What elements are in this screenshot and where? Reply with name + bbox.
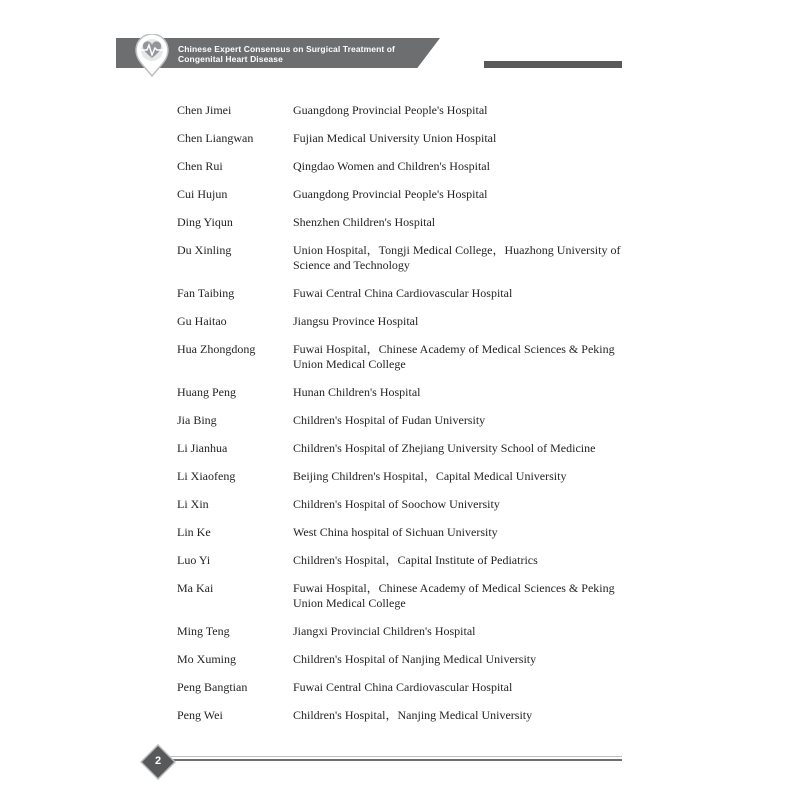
member-name: Mo Xuming [177, 652, 237, 666]
member-name: Lin Ke [177, 525, 211, 539]
member-affiliation: Children's Hospital，Capital Institute of Pediatrics [293, 553, 538, 567]
member-row [177, 497, 627, 512]
member-affiliation: Fujian Medical University Union Hospital [293, 131, 497, 145]
member-affiliation: Children's Hospital of Fudan University [293, 413, 486, 427]
member-row [177, 385, 627, 400]
member-affiliation: West China hospital of Sichuan University [293, 525, 498, 539]
member-row [177, 187, 627, 202]
member-row [177, 469, 627, 484]
member-row [177, 441, 627, 456]
member-name: Jia Bing [177, 413, 217, 427]
member-row [177, 215, 627, 230]
member-row [177, 286, 627, 301]
member-name: Luo Yi [177, 553, 211, 567]
member-name: Ding Yiqun [177, 215, 233, 229]
member-row [177, 652, 627, 667]
member-affiliation: Children's Hospital of Soochow University [293, 497, 500, 511]
member-affiliation: Qingdao Women and Children's Hospital [293, 159, 490, 173]
member-affiliation: Fuwai Central China Cardiovascular Hospital [293, 286, 513, 300]
member-row [177, 131, 627, 146]
member-name: Ma Kai [177, 581, 214, 595]
member-affiliation: Beijing Children's Hospital，Capital Medical University [293, 469, 567, 483]
member-name: Peng Wei [177, 708, 223, 722]
member-affiliation: Jiangsu Province Hospital [293, 314, 419, 328]
member-list [177, 103, 627, 736]
member-row [177, 342, 627, 372]
member-row [177, 525, 627, 540]
member-name: Huang Peng [177, 385, 236, 399]
member-name: Chen Jimei [177, 103, 232, 117]
header-title [178, 44, 428, 64]
member-row [177, 314, 627, 329]
member-affiliation: Children's Hospital of Zhejiang University School of Medicine [293, 441, 596, 455]
footer-divider [168, 756, 622, 757]
member-name: Chen Liangwan [177, 131, 254, 145]
member-affiliation: Union Hospital，Tongji Medical College，Huazhong University of Science and Technology [293, 243, 621, 272]
member-name: Chen Rui [177, 159, 223, 173]
header-title-line1: Chinese Expert Consensus on Surgical Treatment of [178, 44, 395, 54]
header-accent-bar [484, 61, 622, 68]
member-row [177, 553, 627, 568]
member-name: Li Xiaofeng [177, 469, 236, 483]
member-name: Fan Taibing [177, 286, 235, 300]
member-name: Gu Haitao [177, 314, 227, 328]
member-row [177, 708, 627, 723]
member-row [177, 581, 627, 611]
member-affiliation: Jiangxi Provincial Children's Hospital [293, 624, 476, 638]
member-row [177, 103, 627, 118]
page-number: 2 [154, 755, 162, 767]
member-affiliation: Fuwai Hospital，Chinese Academy of Medical Sciences & Peking Union Medical College [293, 342, 615, 371]
member-name: Cui Hujun [177, 187, 228, 201]
member-row [177, 680, 627, 695]
footer-divider-thick [168, 759, 622, 761]
member-affiliation: Fuwai Central China Cardiovascular Hospital [293, 680, 513, 694]
member-affiliation: Hunan Children's Hospital [293, 385, 421, 399]
member-name: Hua Zhongdong [177, 342, 256, 356]
member-affiliation: Guangdong Provincial People's Hospital [293, 187, 488, 201]
header-title-line2: Congenital Heart Disease [178, 54, 283, 64]
member-name: Du Xinling [177, 243, 232, 257]
member-row [177, 159, 627, 174]
member-affiliation: Children's Hospital，Nanjing Medical University [293, 708, 533, 722]
member-row [177, 624, 627, 639]
heart-logo-icon [132, 34, 172, 78]
member-row [177, 243, 627, 273]
member-name: Li Jianhua [177, 441, 228, 455]
member-name: Ming Teng [177, 624, 230, 638]
member-row [177, 413, 627, 428]
member-affiliation: Fuwai Hospital，Chinese Academy of Medical Sciences & Peking Union Medical College [293, 581, 615, 610]
member-affiliation: Children's Hospital of Nanjing Medical University [293, 652, 537, 666]
member-affiliation: Shenzhen Children's Hospital [293, 215, 436, 229]
member-name: Peng Bangtian [177, 680, 248, 694]
member-name: Li Xin [177, 497, 209, 511]
member-affiliation: Guangdong Provincial People's Hospital [293, 103, 488, 117]
